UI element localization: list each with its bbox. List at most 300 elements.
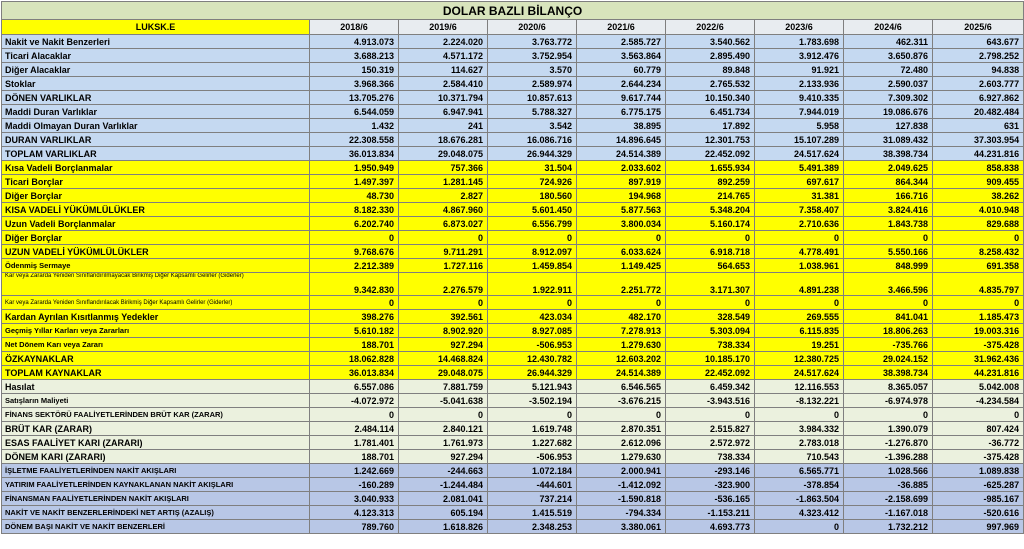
value-cell[interactable]: 0 — [488, 296, 577, 310]
value-cell[interactable]: 3.752.954 — [488, 49, 577, 63]
value-cell[interactable]: 3.542 — [488, 119, 577, 133]
value-cell[interactable]: 1.028.566 — [844, 464, 933, 478]
value-cell[interactable]: 60.779 — [577, 63, 666, 77]
value-cell[interactable]: 1.415.519 — [488, 506, 577, 520]
value-cell[interactable]: 13.705.276 — [310, 91, 399, 105]
value-cell[interactable]: 3.968.366 — [310, 77, 399, 91]
value-cell[interactable]: 12.430.782 — [488, 352, 577, 366]
value-cell[interactable]: 31.381 — [755, 189, 844, 203]
value-cell[interactable]: 927.294 — [399, 338, 488, 352]
value-cell[interactable]: 6.544.059 — [310, 105, 399, 119]
value-cell[interactable]: 38.398.734 — [844, 147, 933, 161]
row-label[interactable]: FİNANS SEKTÖRÜ FAALİYETLERİNDEN BRÜT KAR (ZARAR) — [2, 408, 310, 422]
value-cell[interactable]: 31.962.436 — [933, 352, 1024, 366]
row-label[interactable]: Diğer Borçlar — [2, 231, 310, 245]
value-cell[interactable]: 1.072.184 — [488, 464, 577, 478]
value-cell[interactable]: 5.491.389 — [755, 161, 844, 175]
value-cell[interactable]: 9.617.744 — [577, 91, 666, 105]
value-cell[interactable]: -4.234.584 — [933, 394, 1024, 408]
year-header[interactable]: 2020/6 — [488, 20, 577, 35]
value-cell[interactable]: 482.170 — [577, 310, 666, 324]
year-header[interactable]: 2024/6 — [844, 20, 933, 35]
value-cell[interactable]: 6.565.771 — [755, 464, 844, 478]
value-cell[interactable]: 127.838 — [844, 119, 933, 133]
value-cell[interactable]: 738.334 — [666, 450, 755, 464]
year-header[interactable]: 2025/6 — [933, 20, 1024, 35]
value-cell[interactable]: 4.835.797 — [933, 273, 1024, 296]
value-cell[interactable]: -323.900 — [666, 478, 755, 492]
value-cell[interactable]: 26.944.329 — [488, 147, 577, 161]
row-label[interactable]: Ticari Borçlar — [2, 175, 310, 189]
value-cell[interactable]: 462.311 — [844, 35, 933, 49]
value-cell[interactable]: 1.781.401 — [310, 436, 399, 450]
value-cell[interactable]: 2.585.727 — [577, 35, 666, 49]
value-cell[interactable]: 2.870.351 — [577, 422, 666, 436]
value-cell[interactable]: 2.612.096 — [577, 436, 666, 450]
value-cell[interactable]: 2.798.252 — [933, 49, 1024, 63]
value-cell[interactable]: 10.185.170 — [666, 352, 755, 366]
value-cell[interactable]: 2.644.234 — [577, 77, 666, 91]
row-label[interactable]: TOPLAM VARLIKLAR — [2, 147, 310, 161]
value-cell[interactable]: 3.563.864 — [577, 49, 666, 63]
row-label[interactable]: Diğer Borçlar — [2, 189, 310, 203]
value-cell[interactable]: 643.677 — [933, 35, 1024, 49]
value-cell[interactable]: 1.185.473 — [933, 310, 1024, 324]
value-cell[interactable]: 0 — [310, 296, 399, 310]
value-cell[interactable]: -5.041.638 — [399, 394, 488, 408]
value-cell[interactable]: 6.115.835 — [755, 324, 844, 338]
row-label[interactable]: Ödenmiş Sermaye — [2, 259, 310, 273]
value-cell[interactable]: 4.891.238 — [755, 273, 844, 296]
value-cell[interactable]: -8.132.221 — [755, 394, 844, 408]
value-cell[interactable]: 2.133.936 — [755, 77, 844, 91]
value-cell[interactable]: 0 — [755, 231, 844, 245]
value-cell[interactable]: 0 — [755, 408, 844, 422]
value-cell[interactable]: 44.231.816 — [933, 366, 1024, 380]
value-cell[interactable]: 3.380.061 — [577, 520, 666, 534]
row-label[interactable]: TOPLAM KAYNAKLAR — [2, 366, 310, 380]
value-cell[interactable]: 14.896.645 — [577, 133, 666, 147]
value-cell[interactable]: -520.616 — [933, 506, 1024, 520]
value-cell[interactable]: 8.182.330 — [310, 203, 399, 217]
value-cell[interactable]: 1.227.682 — [488, 436, 577, 450]
value-cell[interactable]: 0 — [577, 408, 666, 422]
value-cell[interactable]: 24.517.624 — [755, 366, 844, 380]
value-cell[interactable]: 4.123.313 — [310, 506, 399, 520]
row-label[interactable]: Ticari Alacaklar — [2, 49, 310, 63]
value-cell[interactable]: 5.601.450 — [488, 203, 577, 217]
value-cell[interactable]: 564.653 — [666, 259, 755, 273]
row-label[interactable]: Geçmiş Yıllar Karları veya Zararları — [2, 324, 310, 338]
ticker-cell[interactable]: LUKSK.E — [2, 20, 310, 35]
value-cell[interactable]: 48.730 — [310, 189, 399, 203]
value-cell[interactable]: 789.760 — [310, 520, 399, 534]
value-cell[interactable]: 2.895.490 — [666, 49, 755, 63]
value-cell[interactable]: -4.072.972 — [310, 394, 399, 408]
value-cell[interactable]: 6.451.734 — [666, 105, 755, 119]
row-label[interactable]: Kar veya Zararda Yeniden Sınıflandırılacak Birikmiş Diğer Kapsamlı Gelirler (Giderler) — [2, 296, 310, 310]
value-cell[interactable]: 1.732.212 — [844, 520, 933, 534]
row-label[interactable]: Kardan Ayrılan Kısıtlanmış Yedekler — [2, 310, 310, 324]
row-label[interactable]: FİNANSMAN FAALİYETLERİNDEN NAKİT AKIŞLARI — [2, 492, 310, 506]
value-cell[interactable]: 1.089.838 — [933, 464, 1024, 478]
value-cell[interactable]: 37.303.954 — [933, 133, 1024, 147]
value-cell[interactable]: 72.480 — [844, 63, 933, 77]
value-cell[interactable]: 91.921 — [755, 63, 844, 77]
value-cell[interactable]: 0 — [933, 231, 1024, 245]
row-label[interactable]: DÖNEM KARI (ZARARI) — [2, 450, 310, 464]
value-cell[interactable]: 29.048.075 — [399, 366, 488, 380]
value-cell[interactable]: 1.432 — [310, 119, 399, 133]
value-cell[interactable]: 22.452.092 — [666, 147, 755, 161]
value-cell[interactable]: 3.688.213 — [310, 49, 399, 63]
value-cell[interactable]: 16.086.716 — [488, 133, 577, 147]
value-cell[interactable]: 1.038.961 — [755, 259, 844, 273]
value-cell[interactable]: 2.710.636 — [755, 217, 844, 231]
value-cell[interactable]: 392.561 — [399, 310, 488, 324]
value-cell[interactable]: 2.000.941 — [577, 464, 666, 478]
value-cell[interactable]: 2.033.602 — [577, 161, 666, 175]
row-label[interactable]: Satışların Maliyeti — [2, 394, 310, 408]
value-cell[interactable]: 15.107.289 — [755, 133, 844, 147]
value-cell[interactable]: 5.348.204 — [666, 203, 755, 217]
value-cell[interactable]: 10.150.340 — [666, 91, 755, 105]
value-cell[interactable]: 0 — [666, 408, 755, 422]
value-cell[interactable]: 328.549 — [666, 310, 755, 324]
value-cell[interactable]: 1.279.630 — [577, 338, 666, 352]
value-cell[interactable]: -506.953 — [488, 338, 577, 352]
value-cell[interactable]: 194.968 — [577, 189, 666, 203]
value-cell[interactable]: 18.676.281 — [399, 133, 488, 147]
value-cell[interactable]: 150.319 — [310, 63, 399, 77]
value-cell[interactable]: 1.950.949 — [310, 161, 399, 175]
value-cell[interactable]: 7.309.302 — [844, 91, 933, 105]
value-cell[interactable]: 4.693.773 — [666, 520, 755, 534]
value-cell[interactable]: 9.711.291 — [399, 245, 488, 259]
value-cell[interactable]: 89.848 — [666, 63, 755, 77]
value-cell[interactable]: 0 — [933, 296, 1024, 310]
value-cell[interactable]: 0 — [755, 296, 844, 310]
value-cell[interactable]: -3.676.215 — [577, 394, 666, 408]
value-cell[interactable]: 241 — [399, 119, 488, 133]
value-cell[interactable]: 3.466.596 — [844, 273, 933, 296]
value-cell[interactable]: 1.783.698 — [755, 35, 844, 49]
value-cell[interactable]: 724.926 — [488, 175, 577, 189]
value-cell[interactable]: 12.116.553 — [755, 380, 844, 394]
value-cell[interactable]: 6.459.342 — [666, 380, 755, 394]
value-cell[interactable]: 9.342.830 — [310, 273, 399, 296]
value-cell[interactable]: 18.806.263 — [844, 324, 933, 338]
value-cell[interactable]: 0 — [666, 296, 755, 310]
value-cell[interactable]: 6.202.740 — [310, 217, 399, 231]
row-label[interactable]: BRÜT KAR (ZARAR) — [2, 422, 310, 436]
row-label[interactable]: UZUN VADELİ YÜKÜMLÜLÜKLER — [2, 245, 310, 259]
value-cell[interactable]: 8.365.057 — [844, 380, 933, 394]
value-cell[interactable]: 997.969 — [933, 520, 1024, 534]
value-cell[interactable]: 848.999 — [844, 259, 933, 273]
value-cell[interactable]: 398.276 — [310, 310, 399, 324]
value-cell[interactable]: 2.348.253 — [488, 520, 577, 534]
value-cell[interactable]: 4.323.412 — [755, 506, 844, 520]
value-cell[interactable]: 2.572.972 — [666, 436, 755, 450]
value-cell[interactable]: 2.276.579 — [399, 273, 488, 296]
value-cell[interactable]: 0 — [399, 408, 488, 422]
value-cell[interactable]: 7.881.759 — [399, 380, 488, 394]
value-cell[interactable]: 1.242.669 — [310, 464, 399, 478]
row-label[interactable]: Hasılat — [2, 380, 310, 394]
value-cell[interactable]: 10.371.794 — [399, 91, 488, 105]
value-cell[interactable]: 1.843.738 — [844, 217, 933, 231]
value-cell[interactable]: 29.024.152 — [844, 352, 933, 366]
value-cell[interactable]: 8.258.432 — [933, 245, 1024, 259]
value-cell[interactable]: -1.863.504 — [755, 492, 844, 506]
value-cell[interactable]: 6.927.862 — [933, 91, 1024, 105]
row-label[interactable]: Kar veya Zararda Yeniden Sınıflandırılmayacak Birikmiş Diğer Kapsamlı Gelirler (Giderler) — [2, 273, 310, 296]
value-cell[interactable]: -735.766 — [844, 338, 933, 352]
value-cell[interactable]: 7.278.913 — [577, 324, 666, 338]
row-label[interactable]: Maddi Olmayan Duran Varlıklar — [2, 119, 310, 133]
row-label[interactable]: Stoklar — [2, 77, 310, 91]
value-cell[interactable]: 0 — [844, 408, 933, 422]
value-cell[interactable]: 38.262 — [933, 189, 1024, 203]
value-cell[interactable]: 2.840.121 — [399, 422, 488, 436]
value-cell[interactable]: 0 — [488, 231, 577, 245]
value-cell[interactable]: 114.627 — [399, 63, 488, 77]
value-cell[interactable]: 4.571.172 — [399, 49, 488, 63]
row-label[interactable]: İŞLETME FAALİYETLERİNDEN NAKİT AKIŞLARI — [2, 464, 310, 478]
year-header[interactable]: 2018/6 — [310, 20, 399, 35]
value-cell[interactable]: 214.765 — [666, 189, 755, 203]
value-cell[interactable]: -985.167 — [933, 492, 1024, 506]
value-cell[interactable]: 6.546.565 — [577, 380, 666, 394]
value-cell[interactable]: 1.619.748 — [488, 422, 577, 436]
value-cell[interactable]: 807.424 — [933, 422, 1024, 436]
value-cell[interactable]: 737.214 — [488, 492, 577, 506]
value-cell[interactable]: 3.763.772 — [488, 35, 577, 49]
row-label[interactable]: Maddi Duran Varlıklar — [2, 105, 310, 119]
value-cell[interactable]: 3.824.416 — [844, 203, 933, 217]
value-cell[interactable]: 5.788.327 — [488, 105, 577, 119]
value-cell[interactable]: 2.224.020 — [399, 35, 488, 49]
value-cell[interactable]: 5.160.174 — [666, 217, 755, 231]
row-label[interactable]: Net Dönem Karı veya Zararı — [2, 338, 310, 352]
value-cell[interactable]: 3.984.332 — [755, 422, 844, 436]
value-cell[interactable]: 1.618.826 — [399, 520, 488, 534]
value-cell[interactable]: 1.922.911 — [488, 273, 577, 296]
value-cell[interactable]: 1.459.854 — [488, 259, 577, 273]
value-cell[interactable]: 3.570 — [488, 63, 577, 77]
value-cell[interactable]: 2.081.041 — [399, 492, 488, 506]
value-cell[interactable]: -3.943.516 — [666, 394, 755, 408]
value-cell[interactable]: 3.912.476 — [755, 49, 844, 63]
value-cell[interactable]: 710.543 — [755, 450, 844, 464]
value-cell[interactable]: 22.452.092 — [666, 366, 755, 380]
value-cell[interactable]: 36.013.834 — [310, 147, 399, 161]
value-cell[interactable]: 605.194 — [399, 506, 488, 520]
value-cell[interactable]: 269.555 — [755, 310, 844, 324]
value-cell[interactable]: 12.380.725 — [755, 352, 844, 366]
value-cell[interactable]: 19.003.316 — [933, 324, 1024, 338]
value-cell[interactable]: 44.231.816 — [933, 147, 1024, 161]
value-cell[interactable]: 6.873.027 — [399, 217, 488, 231]
value-cell[interactable]: 5.550.166 — [844, 245, 933, 259]
value-cell[interactable]: 4.867.960 — [399, 203, 488, 217]
value-cell[interactable]: 36.013.834 — [310, 366, 399, 380]
year-header[interactable]: 2021/6 — [577, 20, 666, 35]
value-cell[interactable]: 0 — [399, 231, 488, 245]
value-cell[interactable]: 5.877.563 — [577, 203, 666, 217]
year-header[interactable]: 2023/6 — [755, 20, 844, 35]
value-cell[interactable]: 892.259 — [666, 175, 755, 189]
value-cell[interactable]: -794.334 — [577, 506, 666, 520]
value-cell[interactable]: -536.165 — [666, 492, 755, 506]
value-cell[interactable]: 4.913.073 — [310, 35, 399, 49]
value-cell[interactable]: -3.502.194 — [488, 394, 577, 408]
value-cell[interactable]: -1.153.211 — [666, 506, 755, 520]
value-cell[interactable]: 2.584.410 — [399, 77, 488, 91]
value-cell[interactable]: 697.617 — [755, 175, 844, 189]
value-cell[interactable]: -6.974.978 — [844, 394, 933, 408]
value-cell[interactable]: 0 — [399, 296, 488, 310]
value-cell[interactable]: 12.603.202 — [577, 352, 666, 366]
value-cell[interactable]: -293.146 — [666, 464, 755, 478]
value-cell[interactable]: 4.778.491 — [755, 245, 844, 259]
value-cell[interactable]: 2.590.037 — [844, 77, 933, 91]
value-cell[interactable]: 24.514.389 — [577, 147, 666, 161]
value-cell[interactable]: -36.772 — [933, 436, 1024, 450]
value-cell[interactable]: 20.482.484 — [933, 105, 1024, 119]
row-label[interactable]: KISA VADELİ YÜKÜMLÜLÜKLER — [2, 203, 310, 217]
value-cell[interactable]: 0 — [755, 520, 844, 534]
value-cell[interactable]: 24.514.389 — [577, 366, 666, 380]
value-cell[interactable]: 2.589.974 — [488, 77, 577, 91]
row-label[interactable]: Kısa Vadeli Borçlanmalar — [2, 161, 310, 175]
value-cell[interactable]: 6.033.624 — [577, 245, 666, 259]
value-cell[interactable]: 2.783.018 — [755, 436, 844, 450]
value-cell[interactable]: 8.902.920 — [399, 324, 488, 338]
value-cell[interactable]: 0 — [666, 231, 755, 245]
value-cell[interactable]: 6.556.799 — [488, 217, 577, 231]
value-cell[interactable]: 18.062.828 — [310, 352, 399, 366]
value-cell[interactable]: -1.590.818 — [577, 492, 666, 506]
value-cell[interactable]: 1.655.934 — [666, 161, 755, 175]
value-cell[interactable]: 94.838 — [933, 63, 1024, 77]
value-cell[interactable]: 6.557.086 — [310, 380, 399, 394]
value-cell[interactable]: 1.761.973 — [399, 436, 488, 450]
value-cell[interactable]: -1.167.018 — [844, 506, 933, 520]
value-cell[interactable]: 19.251 — [755, 338, 844, 352]
value-cell[interactable]: 180.560 — [488, 189, 577, 203]
value-cell[interactable]: 3.040.933 — [310, 492, 399, 506]
value-cell[interactable]: 6.918.718 — [666, 245, 755, 259]
value-cell[interactable]: 2.484.114 — [310, 422, 399, 436]
value-cell[interactable]: -378.854 — [755, 478, 844, 492]
value-cell[interactable]: -375.428 — [933, 450, 1024, 464]
value-cell[interactable]: 188.701 — [310, 338, 399, 352]
value-cell[interactable]: -375.428 — [933, 338, 1024, 352]
year-header[interactable]: 2019/6 — [399, 20, 488, 35]
value-cell[interactable]: 3.540.562 — [666, 35, 755, 49]
value-cell[interactable]: 1.497.397 — [310, 175, 399, 189]
value-cell[interactable]: 5.303.094 — [666, 324, 755, 338]
value-cell[interactable]: 3.650.876 — [844, 49, 933, 63]
value-cell[interactable]: -506.953 — [488, 450, 577, 464]
value-cell[interactable]: 423.034 — [488, 310, 577, 324]
value-cell[interactable]: -36.885 — [844, 478, 933, 492]
value-cell[interactable]: 22.308.558 — [310, 133, 399, 147]
value-cell[interactable]: 29.048.075 — [399, 147, 488, 161]
value-cell[interactable]: 188.701 — [310, 450, 399, 464]
value-cell[interactable]: -444.601 — [488, 478, 577, 492]
value-cell[interactable]: 6.775.175 — [577, 105, 666, 119]
value-cell[interactable]: -244.663 — [399, 464, 488, 478]
value-cell[interactable]: 5.121.943 — [488, 380, 577, 394]
row-label[interactable]: DURAN VARLIKLAR — [2, 133, 310, 147]
value-cell[interactable]: 691.358 — [933, 259, 1024, 273]
value-cell[interactable]: 4.010.948 — [933, 203, 1024, 217]
value-cell[interactable]: 1.149.425 — [577, 259, 666, 273]
year-header[interactable]: 2022/6 — [666, 20, 755, 35]
value-cell[interactable]: 12.301.753 — [666, 133, 755, 147]
value-cell[interactable]: 2.049.625 — [844, 161, 933, 175]
value-cell[interactable]: -1.276.870 — [844, 436, 933, 450]
value-cell[interactable]: 10.857.613 — [488, 91, 577, 105]
value-cell[interactable]: 0 — [844, 231, 933, 245]
value-cell[interactable]: 166.716 — [844, 189, 933, 203]
row-label[interactable]: ESAS FAALİYET KARI (ZARARI) — [2, 436, 310, 450]
value-cell[interactable]: 7.944.019 — [755, 105, 844, 119]
row-label[interactable]: Nakit ve Nakit Benzerleri — [2, 35, 310, 49]
value-cell[interactable]: 2.765.532 — [666, 77, 755, 91]
value-cell[interactable]: 631 — [933, 119, 1024, 133]
value-cell[interactable]: 757.366 — [399, 161, 488, 175]
value-cell[interactable]: 2.827 — [399, 189, 488, 203]
row-label[interactable]: ÖZKAYNAKLAR — [2, 352, 310, 366]
value-cell[interactable]: -625.287 — [933, 478, 1024, 492]
value-cell[interactable]: 38.895 — [577, 119, 666, 133]
value-cell[interactable]: 0 — [310, 231, 399, 245]
value-cell[interactable]: 6.947.941 — [399, 105, 488, 119]
row-label[interactable]: Uzun Vadeli Borçlanmalar — [2, 217, 310, 231]
value-cell[interactable]: 2.603.777 — [933, 77, 1024, 91]
value-cell[interactable]: 14.468.824 — [399, 352, 488, 366]
value-cell[interactable]: 864.344 — [844, 175, 933, 189]
value-cell[interactable]: -1.244.484 — [399, 478, 488, 492]
value-cell[interactable]: 738.334 — [666, 338, 755, 352]
value-cell[interactable]: 8.927.085 — [488, 324, 577, 338]
value-cell[interactable]: 38.398.734 — [844, 366, 933, 380]
row-label[interactable]: NAKİT VE NAKİT BENZERLERİNDEKİ NET ARTIŞ (AZALIŞ) — [2, 506, 310, 520]
value-cell[interactable]: -1.396.288 — [844, 450, 933, 464]
value-cell[interactable]: 19.086.676 — [844, 105, 933, 119]
row-label[interactable]: Diğer Alacaklar — [2, 63, 310, 77]
row-label[interactable]: YATIRIM FAALİYETLERİNDEN KAYNAKLANAN NAKİT AKIŞLARI — [2, 478, 310, 492]
value-cell[interactable]: 5.610.182 — [310, 324, 399, 338]
value-cell[interactable]: 3.800.034 — [577, 217, 666, 231]
value-cell[interactable]: 1.727.116 — [399, 259, 488, 273]
row-label[interactable]: DÖNEN VARLIKLAR — [2, 91, 310, 105]
value-cell[interactable]: 2.212.389 — [310, 259, 399, 273]
value-cell[interactable]: -160.289 — [310, 478, 399, 492]
value-cell[interactable]: 897.919 — [577, 175, 666, 189]
value-cell[interactable]: -1.412.092 — [577, 478, 666, 492]
value-cell[interactable]: 0 — [577, 296, 666, 310]
value-cell[interactable]: 2.251.772 — [577, 273, 666, 296]
value-cell[interactable]: 17.892 — [666, 119, 755, 133]
value-cell[interactable]: -2.158.699 — [844, 492, 933, 506]
value-cell[interactable]: 9.768.676 — [310, 245, 399, 259]
value-cell[interactable]: 24.517.624 — [755, 147, 844, 161]
